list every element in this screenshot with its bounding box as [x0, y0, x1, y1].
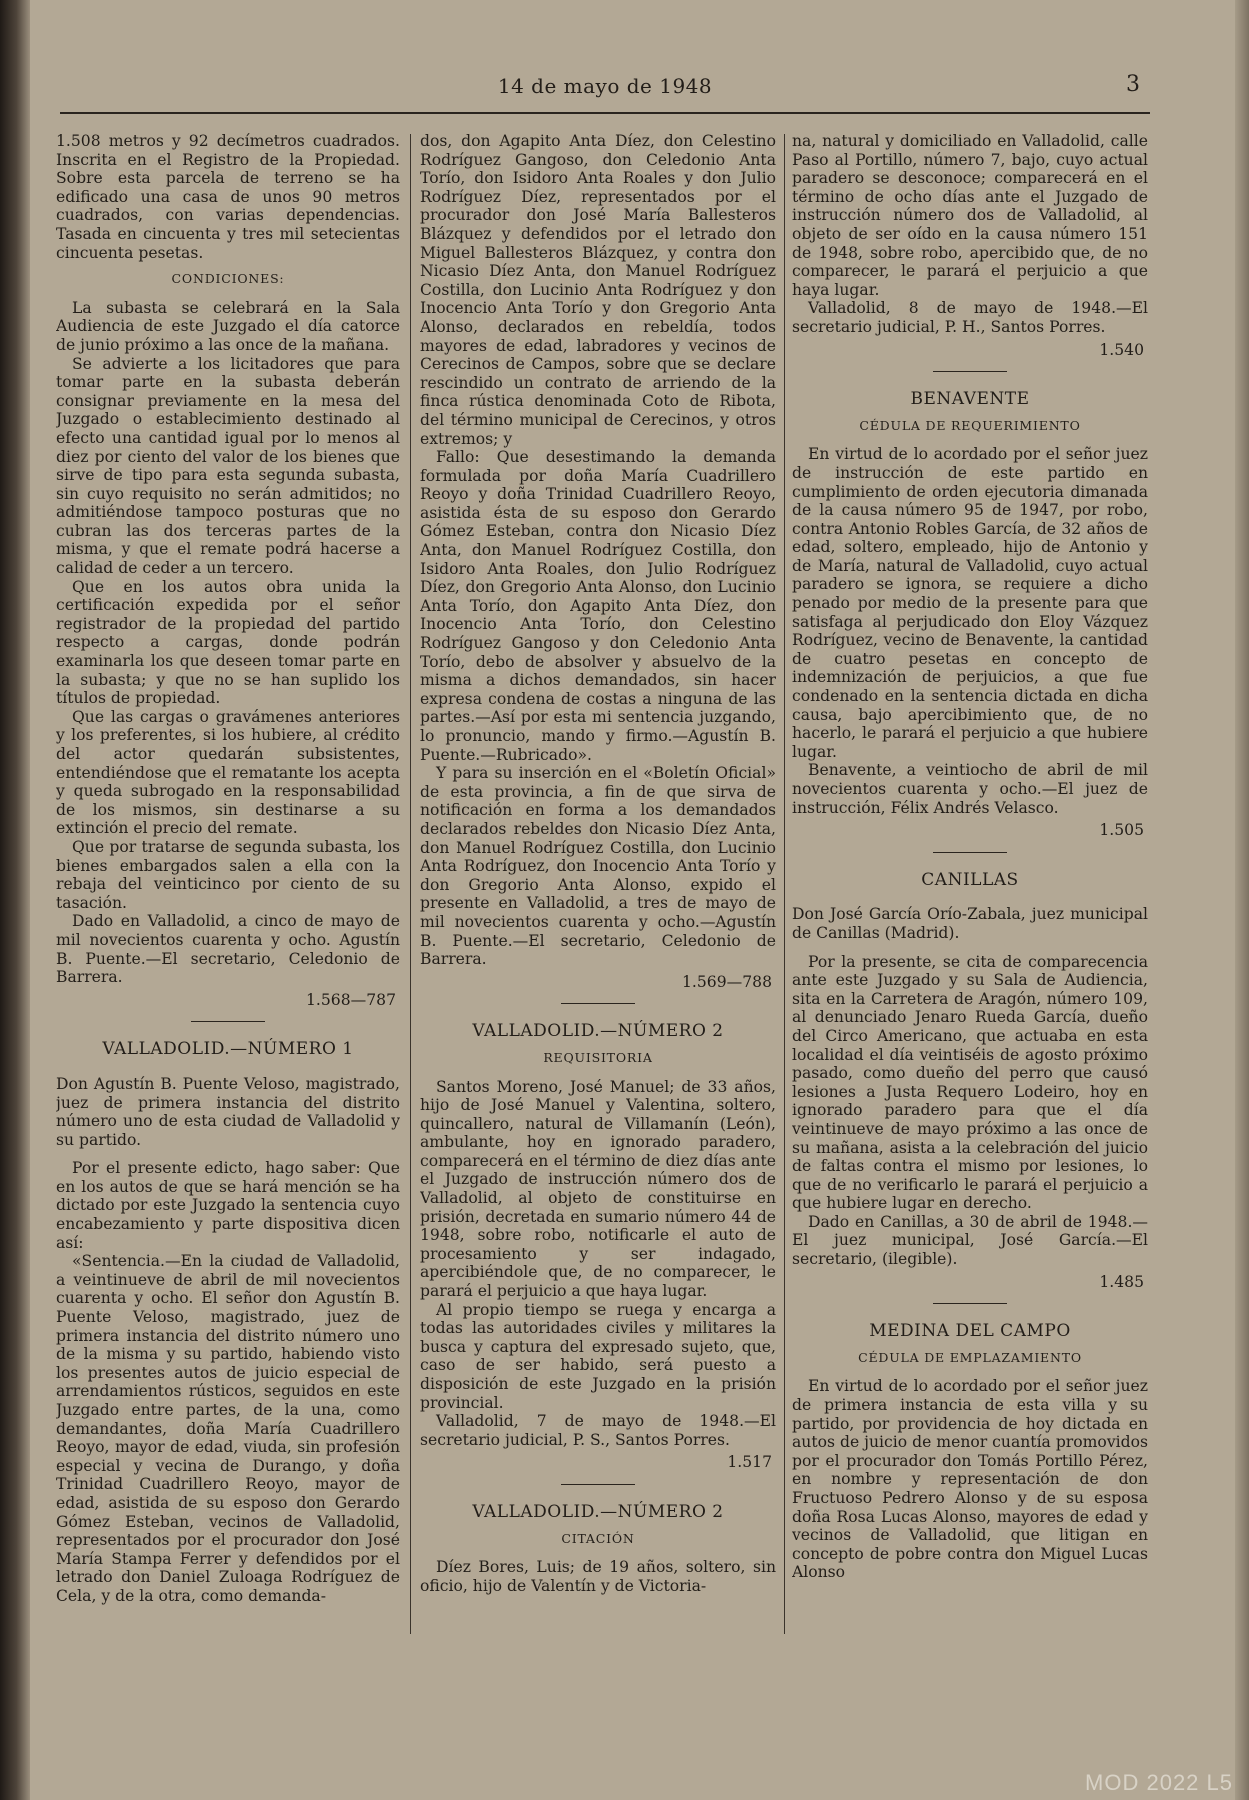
paragraph: Benavente, a veintiocho de abril de mil novecientos cuarenta y ocho.—El juez de instrucción, Félix Andrés Velasco. [792, 761, 1148, 817]
column-1 [56, 132, 400, 1772]
paragraph: Don Agustín B. Puente Veloso, magistrado, juez de primera instancia del distrito número uno de esta ciudad de Valladolid y su partido. [56, 1074, 400, 1149]
column-rule-2 [784, 134, 785, 1634]
page-header [60, 72, 1150, 114]
notice-number: 1.569—788 [682, 972, 772, 991]
paragraph: Don José García Orío-Zabala, juez municipal de Canillas (Madrid). [792, 905, 1148, 942]
paragraph: Fallo: Que desestimando la demanda formulada por doña María Cuadrillero Reoyo y doña Trinidad Cuadrillero Reoyo, asistida ésta de su esposo don Gerardo Gómez Esteban, contra don Nicasio Díez Anta, don Manuel Rodríguez Costilla, don Isidoro Anta Roales, don Julio Rodríguez Díez, don Gregorio Anta Alonso, don Lucinio Anta Torío, don Agapito Anta Díez, don Inocencio Anta Torío, don Celestino Rodríguez Gangoso y don Celedonio Anta Torío, debo de absolver y absuelvo de la misma a dichos demandados, sin hacer expresa condena de costas a ninguna de las partes.—Así por esta mi sentencia juzgando, lo pronuncio, mando y firmo.—Agustín B. Puente.—Rubricado». [420, 448, 776, 764]
paragraph: Por la presente, se cita de comparecencia ante este Juzgado y su Sala de Audiencia, sita en la Carretera de Aragón, número 109, al denunciado Jenaro Rueda García, dueño del Circo Americano, que actuaba en esta localidad el día veintiséis de agosto próximo pasado, como dueño del perro que causó lesiones a Justa Requero Lodeiro, hoy en ignorado paradero para que el día veintinueve de mayo próximo a las once de su mañana, asista a la celebración del juicio de faltas contra el mismo por lesiones, lo que de no verificarlo le parará el perjuicio a que hubiere lugar en derecho. [792, 952, 1148, 1213]
separator [933, 852, 1007, 853]
page-edge [1235, 0, 1249, 1800]
paragraph: Santos Moreno, José Manuel; de 33 años, hijo de José Manuel y Valentina, soltero, quincallero, natural de Villamanín (León), ambulante, hoy en ignorado paradero, comparecerá en el término de diez días ante el Juzgado de instrucción número dos de Valladolid, al objeto de constituirse en prisión, decretada en sumario número 44 de 1948, sobre robo, notificarle el auto de procesamiento y ser indagado, apercibiéndole que, de no comparecer, le parará el perjuicio a que haya lugar. [420, 1077, 776, 1301]
paragraph: Se advierte a los licitadores que para tomar parte en la subasta deberán consignar previamente en la mesa del Juzgado o establecimiento destinado al efecto una cantidad igual por lo menos al diez por ciento del valor de los bienes que sirve de tipo para esta segunda subasta, sin cuyo requisito no serán admitidos; no admitiéndose tampoco posturas que no cubran las dos terceras partes de la misma, y que el remate podrá hacerse a calidad de ceder a un tercero. [56, 354, 400, 578]
separator [561, 1003, 635, 1004]
section-heading-valladolid-2b: VALLADOLID.—NÚMERO 2 [472, 1501, 724, 1522]
section-subtitle-cedula-emplazamiento: CÉDULA DE EMPLAZAMIENTO [858, 1349, 1082, 1365]
notice-number: 1.485 [1099, 1272, 1144, 1291]
section-heading-medina-del-campo: MEDINA DEL CAMPO [869, 1321, 1071, 1342]
separator [933, 371, 1007, 372]
paragraph: Dado en Canillas, a 30 de abril de 1948.—El juez municipal, José García.—El secretario, (ilegible). [792, 1212, 1148, 1269]
section-subtitle-cedula-requerimiento: CÉDULA DE REQUERIMIENTO [859, 417, 1081, 433]
notice-number: 1.517 [727, 1453, 772, 1472]
paragraph: En virtud de lo acordado por el señor juez de instrucción de este partido en cumplimiento de orden ejecutoria dimanada de la causa número 95 de 1947, por robo, contra Antonio Robles García, de 32 años de edad, soltero, empleado, hijo de Antonio y de María, natural de Valladolid, cuyo actual paradero se ignora, se requiere a dicho penado por medio de la presente para que satisfaga al perjudicado don Eloy Vázquez Rodríguez, vecino de Benavente, la cantidad de cuatro pesetas en concepto de indemnización de perjuicios, a que fue condenado en la sentencia dictada en dicha causa, bajo apercibimiento que, de no hacerlo, le parará el perjuicio a que hubiere lugar. [792, 445, 1148, 761]
section-heading-canillas: CANILLAS [921, 869, 1019, 890]
paragraph: Al propio tiempo se ruega y encarga a todas las autoridades civiles y militares la busca y captura del expresado sujeto, que, caso de ser habido, será puesto a disposición de este Juzgado en la prisión provincial. [420, 1300, 776, 1412]
column-3 [792, 132, 1148, 1772]
column-2 [420, 132, 776, 1772]
paragraph: En virtud de lo acordado por el señor juez de primera instancia de esta villa y su partido, por providencia de hoy dictada en autos de juicio de menor cuantía promovidos por el procurador don Tomás Portillo Pérez, en nombre y representación de don Fructuoso Pedrero Alonso y de su esposa doña Rosa Lucas Alonso, mayores de edad y vecinos de Valladolid, que litigan en concepto de pobre contra don Miguel Lucas Alonso [792, 1377, 1148, 1582]
paragraph: «Sentencia.—En la ciudad de Valladolid, a veintinueve de abril de mil novecientos cuarenta y ocho. El señor don Agustín B. Puente Veloso, magistrado, juez de primera instancia del distrito número uno de la misma y su partido, habiendo visto los presentes autos de juicio especial de arrendamientos rústicos, seguidos en este Juzgado entre partes, de la una, como demandantes, doña María Cuadrillero Reoyo, mayor de edad, viuda, sin profesión especial y vecina de Durango, y doña Trinidad Cuadrillero Reoyo, mayor de edad, asistida de su esposo don Gerardo Gómez Esteban, vecinos de Valladolid, representados por el procurador don José María Stampa Ferrer y defendidos por el letrado don Daniel Zuloaga Rodríguez de Cela, y de la otra, como demanda- [56, 1252, 400, 1605]
header-date: 14 de mayo de 1948 [497, 74, 713, 98]
section-subtitle-citacion: CITACIÓN [561, 1530, 635, 1546]
footer-label: MOD 2022 L5 [1085, 1770, 1233, 1795]
section-heading-valladolid-1: VALLADOLID.—NÚMERO 1 [102, 1039, 354, 1060]
paragraph: Por el presente edicto, hago saber: Que en los autos de que se hará mención se ha dictado por este Juzgado la sentencia cuyo encabezamiento y parte dispositiva dicen así: [56, 1159, 400, 1252]
separator [561, 1484, 635, 1485]
separator [191, 1021, 265, 1022]
paragraph: Que las cargas o gravámenes anteriores y los preferentes, si los hubiere, al crédito del actor quedarán subsistentes, entendiéndose que el rematante los acepta y queda subrogado en la responsabilidad de los mismos, sin destinarse a su extinción el precio del remate. [56, 707, 400, 838]
paragraph: La subasta se celebrará en la Sala Audiencia de este Juzgado el día catorce de junio próximo a las once de la mañana. [56, 298, 400, 354]
section-heading-benavente: BENAVENTE [910, 389, 1030, 410]
paragraph: Díez Bores, Luis; de 19 años, soltero, sin oficio, hijo de Valentín y de Victoria- [420, 1558, 776, 1595]
section-heading-valladolid-2: VALLADOLID.—NÚMERO 2 [472, 1021, 724, 1042]
page-number: 3 [1126, 72, 1140, 97]
separator [933, 1303, 1007, 1304]
page-binding [0, 0, 30, 1800]
paragraph: Dado en Valladolid, a cinco de mayo de mil novecientos cuarenta y ocho. Agustín B. Puente.—El secretario, Celedonio de Barrera. [56, 912, 400, 987]
paragraph: 1.508 metros y 92 decímetros cuadrados. Inscrita en el Registro de la Propiedad. Sobre esta parcela de terreno se ha edificado una casa de unos 90 metros cuadrados, con varias dependencias. Tasada en cincuenta y tres mil setecientas cincuenta pesetas. [56, 132, 400, 262]
paragraph: na, natural y domiciliado en Valladolid, calle Paso al Portillo, número 7, bajo, cuyo actual paradero se desconoce; comparecerá en el término de ocho días ante el Juzgado de instrucción número dos de Valladolid, al objeto de ser oído en la causa número 151 de 1948, sobre robo, apercibido que, de no comparecer, le parará el perjuicio a que haya lugar. [792, 132, 1148, 299]
notice-number: 1.505 [1099, 821, 1144, 840]
paragraph: Valladolid, 8 de mayo de 1948.—El secretario judicial, P. H., Santos Porres. [792, 299, 1148, 336]
section-subtitle-condiciones: CONDICIONES: [171, 271, 285, 287]
paragraph: Que por tratarse de segunda subasta, los bienes embargados salen a ella con la rebaja del veinticinco por ciento de su tasación. [56, 837, 400, 912]
paragraph: Valladolid, 7 de mayo de 1948.—El secretario judicial, P. S., Santos Porres. [420, 1412, 776, 1449]
notice-number: 1.540 [1099, 340, 1144, 359]
section-subtitle-requisitoria: REQUISITORIA [543, 1049, 653, 1065]
notice-number: 1.568—787 [306, 990, 396, 1009]
column-rule-1 [410, 134, 411, 1634]
paragraph: dos, don Agapito Anta Díez, don Celestino Rodríguez Gangoso, don Celedonio Anta Torío, don Isidoro Anta Roales y don Julio Rodríguez Díez, representados por el procurador don José María Ballesteros Blázquez y defendidos por el letrado don Miguel Ballesteros Blázquez, y contra don Nicasio Díez Anta, don Manuel Rodríguez Costilla, don Lucinio Anta Rodríguez y don Inocencio Anta Torío y don Gregorio Anta Alonso, declarados en rebeldía, todos mayores de edad, labradores y vecinos de Cerecinos de Campos, sobre que se declare rescindido un contrato de arriendo de la finca rústica denominada Coto de Ribota, del término municipal de Cerecinos, y otros extremos; y [420, 132, 776, 448]
paragraph: Que en los autos obra unida la certificación expedida por el señor registrador de la propiedad del partido respecto a cargas, donde podrán examinarla los que deseen tomar parte en la subasta; y que no se han suplido los títulos de propiedad. [56, 577, 400, 708]
paragraph: Y para su inserción en el «Boletín Oficial» de esta provincia, a fin de que sirva de notificación en forma a los demandados declarados rebeldes don Nicasio Díez Anta, don Manuel Rodríguez Costilla, don Lucinio Anta Rodríguez, don Inocencio Anta Torío y don Gregorio Anta Alonso, expido el presente en Valladolid, a tres de mayo de mil novecientos cuarenta y ocho.—Agustín B. Puente.—El secretario, Celedonio de Barrera. [420, 764, 776, 969]
